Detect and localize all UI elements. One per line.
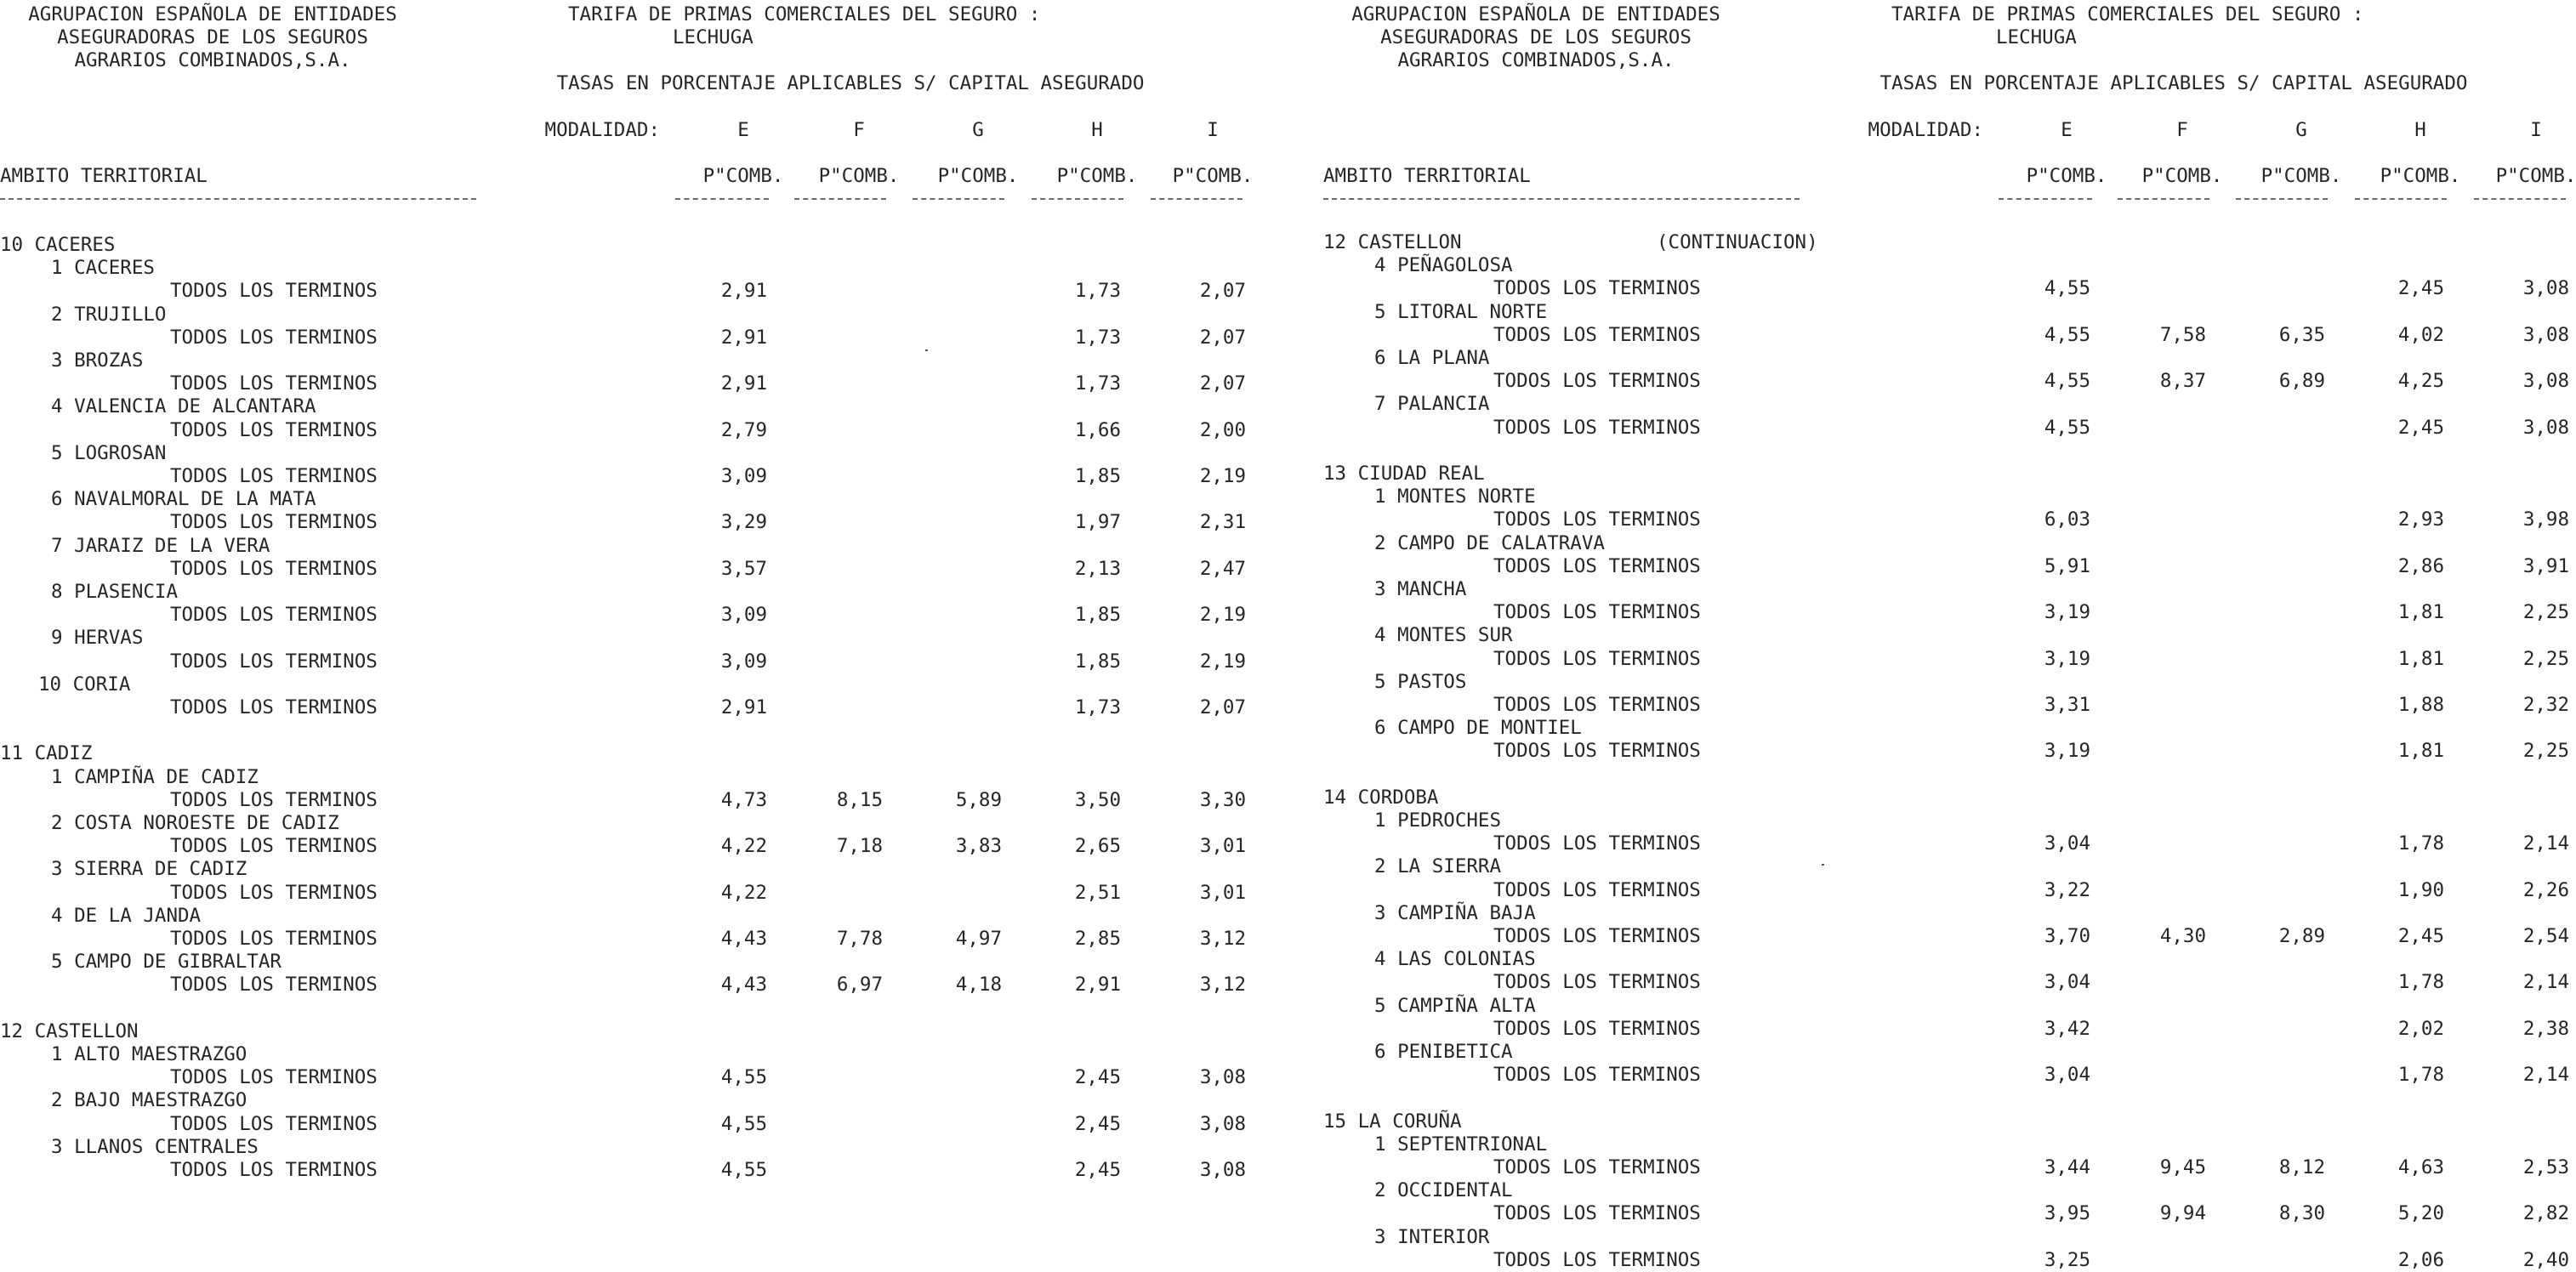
- area-name: 8 PLASENCIA: [51, 581, 179, 603]
- modality-code: I: [1207, 119, 1219, 141]
- modality-code: G: [972, 119, 984, 141]
- area-name: 5 LOGROSAN: [51, 441, 167, 464]
- premium-rate-value: 2,45: [2397, 277, 2444, 300]
- premium-rate-value: 2,06: [2397, 1248, 2444, 1271]
- premium-rate-value: 3,70: [2044, 925, 2090, 947]
- premium-rate-value: 4,63: [2397, 1156, 2444, 1178]
- premium-rate-value: 6,03: [2044, 508, 2090, 531]
- premium-rate-value: 9,45: [2159, 1156, 2206, 1178]
- premium-rate-value: 2,91: [1074, 974, 1121, 997]
- premium-rate-value: 4,43: [720, 974, 767, 997]
- premium-rate-value: 3,04: [2044, 1064, 2090, 1087]
- premium-rate-value: 1,90: [2397, 878, 2444, 901]
- premium-rate-value: 2,85: [1074, 928, 1121, 950]
- premium-rate-value: 4,55: [2044, 323, 2090, 346]
- premium-rate-value: 3,30: [1199, 788, 1246, 811]
- area-name: 5 PASTOS: [1374, 670, 1467, 693]
- premium-rate-value: 1,78: [2397, 1064, 2444, 1087]
- area-name: 5 CAMPIÑA ALTA: [1374, 994, 1536, 1017]
- premium-rate-value: 3,42: [2044, 1017, 2090, 1040]
- premium-rate-value: 2,13: [1074, 557, 1121, 580]
- crop-name: LECHUGA: [1996, 26, 2077, 48]
- premium-rate-value: 1,97: [1074, 511, 1121, 534]
- premium-rate-value: 7,78: [836, 928, 883, 950]
- premium-rate-value: 2,53: [2522, 1156, 2569, 1178]
- issuer-name-line: AGRUPACION ESPAÑOLA DE ENTIDADES: [1351, 3, 1720, 26]
- premium-rate-value: 2,19: [1199, 650, 1246, 673]
- terms-label: TODOS LOS TERMINOS: [1493, 694, 1701, 716]
- province-name: 13 CIUDAD REAL: [1323, 463, 1485, 485]
- province-name: 15 LA CORUÑA: [1323, 1110, 1462, 1133]
- premium-column-header: P"COMB.: [1056, 165, 1138, 187]
- terms-label: TODOS LOS TERMINOS: [1493, 1202, 1701, 1225]
- premium-rate-value: 6,97: [836, 974, 883, 997]
- premium-rate-value: 1,73: [1074, 326, 1121, 349]
- terms-label: TODOS LOS TERMINOS: [170, 280, 378, 303]
- terms-label: TODOS LOS TERMINOS: [1493, 740, 1701, 763]
- premium-rate-value: 3,19: [2044, 601, 2090, 624]
- premium-rate-value: 3,08: [2522, 370, 2569, 393]
- terms-label: TODOS LOS TERMINOS: [170, 881, 378, 904]
- area-name: 1 PEDROCHES: [1374, 809, 1502, 832]
- area-name: 1 CACERES: [51, 257, 155, 280]
- terms-label: TODOS LOS TERMINOS: [170, 696, 378, 718]
- rates-note: TASAS EN PORCENTAJE APLICABLES S/ CAPITAL ASEGURADO: [556, 72, 1145, 94]
- area-name: 3 BROZAS: [51, 349, 144, 372]
- header-underline: [0, 198, 476, 200]
- area-name: 7 PALANCIA: [1374, 393, 1490, 416]
- premium-rate-value: 2,45: [2397, 416, 2444, 439]
- premium-rate-value: 3,01: [1199, 881, 1246, 904]
- premium-rate-value: 1,85: [1074, 604, 1121, 627]
- premium-rate-value: 2,45: [1074, 1159, 1121, 1181]
- premium-rate-value: 2,89: [2278, 925, 2325, 947]
- terms-label: TODOS LOS TERMINOS: [170, 604, 378, 627]
- premium-rate-value: 3,09: [720, 650, 767, 673]
- area-name: 2 TRUJILLO: [51, 303, 167, 326]
- premium-rate-value: 1,88: [2397, 694, 2444, 716]
- column-underline: [913, 198, 1004, 200]
- premium-column-header: P"COMB.: [2026, 165, 2107, 187]
- premium-rate-value: 2,32: [2522, 694, 2569, 716]
- premium-rate-value: 3,19: [2044, 647, 2090, 670]
- territory-column-header: AMBITO TERRITORIAL: [0, 165, 208, 187]
- premium-rate-value: 2,07: [1199, 372, 1246, 395]
- premium-rate-value: 3,29: [720, 511, 767, 534]
- premium-rate-value: 2,38: [2522, 1017, 2569, 1040]
- premium-rate-value: 1,81: [2397, 740, 2444, 763]
- premium-rate-value: 4,18: [955, 974, 1002, 997]
- premium-rate-value: 2,86: [2397, 554, 2444, 577]
- area-name: 5 LITORAL NORTE: [1374, 300, 1548, 323]
- premium-rate-value: 2,14: [2522, 832, 2569, 855]
- area-name: 4 MONTES SUR: [1374, 624, 1513, 647]
- terms-label: TODOS LOS TERMINOS: [170, 511, 378, 534]
- terms-label: TODOS LOS TERMINOS: [170, 465, 378, 487]
- premium-column-header: P"COMB.: [2495, 165, 2576, 187]
- premium-rate-value: 2,45: [2397, 925, 2444, 947]
- area-name: 1 CAMPIÑA DE CADIZ: [51, 765, 259, 788]
- premium-rate-value: 2,65: [1074, 835, 1121, 858]
- area-name: 4 VALENCIA DE ALCANTARA: [51, 395, 316, 418]
- premium-rate-value: 2,47: [1199, 557, 1246, 580]
- premium-rate-value: 7,18: [836, 835, 883, 858]
- column-underline: [2118, 198, 2209, 200]
- terms-label: TODOS LOS TERMINOS: [170, 1112, 378, 1135]
- area-name: 3 MANCHA: [1374, 578, 1467, 600]
- terms-label: TODOS LOS TERMINOS: [1493, 370, 1701, 393]
- area-name: 4 PEÑAGOLOSA: [1374, 254, 1513, 277]
- premium-rate-value: 4,55: [720, 1066, 767, 1089]
- terms-label: TODOS LOS TERMINOS: [1493, 1248, 1701, 1271]
- premium-column-header: P"COMB.: [2141, 165, 2223, 187]
- premium-rate-value: 1,66: [1074, 418, 1121, 441]
- premium-rate-value: 3,09: [720, 465, 767, 487]
- premium-rate-value: 8,12: [2278, 1156, 2325, 1178]
- area-name: 3 SIERRA DE CADIZ: [51, 858, 247, 881]
- terms-label: TODOS LOS TERMINOS: [170, 418, 378, 441]
- territory-column-header: AMBITO TERRITORIAL: [1323, 165, 1531, 187]
- premium-rate-value: 8,37: [2159, 370, 2206, 393]
- premium-rate-value: 3,98: [2522, 508, 2569, 531]
- premium-rate-value: 4,73: [720, 788, 767, 811]
- premium-rate-value: 1,73: [1074, 696, 1121, 718]
- terms-label: TODOS LOS TERMINOS: [170, 326, 378, 349]
- premium-rate-value: 5,20: [2397, 1202, 2444, 1225]
- premium-rate-value: 4,22: [720, 835, 767, 858]
- issuer-name-line: AGRUPACION ESPAÑOLA DE ENTIDADES: [28, 3, 397, 26]
- premium-column-header: P"COMB.: [937, 165, 1019, 187]
- terms-label: TODOS LOS TERMINOS: [1493, 323, 1701, 346]
- modality-code: G: [2295, 119, 2307, 141]
- premium-rate-value: 2,79: [720, 418, 767, 441]
- premium-rate-value: 3,01: [1199, 835, 1246, 858]
- area-name: 6 LA PLANA: [1374, 347, 1490, 369]
- premium-column-header: P"COMB.: [818, 165, 900, 187]
- premium-rate-value: 4,25: [2397, 370, 2444, 393]
- premium-rate-value: 2,91: [720, 326, 767, 349]
- premium-rate-value: 2,19: [1199, 465, 1246, 487]
- area-name: 3 CAMPIÑA BAJA: [1374, 901, 1536, 924]
- terms-label: TODOS LOS TERMINOS: [170, 557, 378, 580]
- area-name: 3 LLANOS CENTRALES: [51, 1135, 259, 1158]
- modality-label: MODALIDAD:: [544, 119, 660, 141]
- premium-rate-value: 3,04: [2044, 832, 2090, 855]
- terms-label: TODOS LOS TERMINOS: [1493, 832, 1701, 855]
- premium-rate-value: 4,55: [720, 1112, 767, 1135]
- terms-label: TODOS LOS TERMINOS: [170, 835, 378, 858]
- premium-rate-value: 3,44: [2044, 1156, 2090, 1178]
- column-underline: [794, 198, 886, 200]
- premium-rate-value: 5,89: [955, 788, 1002, 811]
- premium-rate-value: 2,54: [2522, 925, 2569, 947]
- premium-rate-value: 2,40: [2522, 1248, 2569, 1271]
- premium-rate-value: 4,55: [720, 1159, 767, 1181]
- terms-label: TODOS LOS TERMINOS: [1493, 1017, 1701, 1040]
- terms-label: TODOS LOS TERMINOS: [1493, 878, 1701, 901]
- premium-rate-value: 1,73: [1074, 280, 1121, 303]
- premium-rate-value: 3,04: [2044, 971, 2090, 994]
- premium-rate-value: 6,89: [2278, 370, 2325, 393]
- premium-rate-value: 1,73: [1074, 372, 1121, 395]
- issuer-name-line: ASEGURADORAS DE LOS SEGUROS: [1380, 26, 1692, 48]
- premium-rate-value: 4,30: [2159, 925, 2206, 947]
- issuer-name-line: ASEGURADORAS DE LOS SEGUROS: [57, 26, 368, 48]
- premium-column-header: P"COMB.: [702, 165, 784, 187]
- premium-rate-value: 2,31: [1199, 511, 1246, 534]
- premium-rate-value: 4,55: [2044, 416, 2090, 439]
- premium-rate-value: 2,19: [1199, 604, 1246, 627]
- premium-rate-value: 3,25: [2044, 1248, 2090, 1271]
- premium-rate-value: 3,12: [1199, 928, 1246, 950]
- premium-rate-value: 2,00: [1199, 418, 1246, 441]
- header-underline: [1323, 198, 1800, 200]
- province-name: 14 CORDOBA: [1323, 786, 1439, 809]
- crop-name: LECHUGA: [673, 26, 753, 48]
- modality-code: E: [737, 119, 749, 141]
- column-underline: [2474, 198, 2566, 200]
- premium-rate-value: 1,81: [2397, 601, 2444, 624]
- premium-rate-value: 4,55: [2044, 370, 2090, 393]
- issuer-name-line: AGRARIOS COMBINADOS,S.A.: [74, 49, 351, 71]
- premium-rate-value: 4,97: [955, 928, 1002, 950]
- premium-rate-value: 2,45: [1074, 1112, 1121, 1135]
- premium-rate-value: 3,83: [955, 835, 1002, 858]
- area-name: 6 NAVALMORAL DE LA MATA: [51, 488, 316, 511]
- terms-label: TODOS LOS TERMINOS: [1493, 601, 1701, 624]
- premium-rate-value: 3,91: [2522, 554, 2569, 577]
- terms-label: TODOS LOS TERMINOS: [170, 1159, 378, 1181]
- premium-rate-value: 2,14: [2522, 971, 2569, 994]
- province-name: 10 CACERES: [0, 234, 116, 256]
- premium-column-header: P"COMB.: [2380, 165, 2461, 187]
- terms-label: TODOS LOS TERMINOS: [170, 372, 378, 395]
- area-name: 10 CORIA: [38, 673, 131, 696]
- province-name: 11 CADIZ: [0, 742, 93, 765]
- area-name: 6 CAMPO DE MONTIEL: [1374, 717, 1582, 740]
- province-name: 12 CASTELLON: [0, 1019, 139, 1042]
- terms-label: TODOS LOS TERMINOS: [1493, 1064, 1701, 1087]
- column-underline: [1151, 198, 1243, 200]
- premium-rate-value: 4,22: [720, 881, 767, 904]
- area-name: 2 BAJO MAESTRAZGO: [51, 1089, 247, 1112]
- premium-rate-value: 2,91: [720, 280, 767, 303]
- premium-rate-value: 1,78: [2397, 832, 2444, 855]
- area-name: 1 ALTO MAESTRAZGO: [51, 1043, 247, 1065]
- area-name: 2 COSTA NOROESTE DE CADIZ: [51, 812, 339, 834]
- terms-label: TODOS LOS TERMINOS: [1493, 554, 1701, 577]
- premium-rate-value: 2,25: [2522, 647, 2569, 670]
- premium-rate-value: 2,02: [2397, 1017, 2444, 1040]
- area-name: 2 OCCIDENTAL: [1374, 1179, 1513, 1202]
- column-underline: [1032, 198, 1123, 200]
- terms-label: TODOS LOS TERMINOS: [1493, 277, 1701, 300]
- premium-rate-value: 2,07: [1199, 696, 1246, 718]
- premium-rate-value: 3,95: [2044, 1202, 2090, 1225]
- premium-rate-value: 3,09: [720, 604, 767, 627]
- premium-rate-value: 1,85: [1074, 465, 1121, 487]
- premium-rate-value: 3,08: [1199, 1159, 1246, 1181]
- premium-rate-value: 2,51: [1074, 881, 1121, 904]
- premium-rate-value: 4,02: [2397, 323, 2444, 346]
- premium-rate-value: 3,22: [2044, 878, 2090, 901]
- premium-rate-value: 7,58: [2159, 323, 2206, 346]
- area-name: 1 SEPTENTRIONAL: [1374, 1133, 1548, 1156]
- premium-rate-value: 1,81: [2397, 647, 2444, 670]
- premium-rate-value: 2,45: [1074, 1066, 1121, 1089]
- terms-label: TODOS LOS TERMINOS: [170, 974, 378, 997]
- premium-rate-value: 3,08: [2522, 416, 2569, 439]
- modality-code: I: [2530, 119, 2542, 141]
- terms-label: TODOS LOS TERMINOS: [1493, 416, 1701, 439]
- premium-rate-value: 4,43: [720, 928, 767, 950]
- terms-label: TODOS LOS TERMINOS: [1493, 1156, 1701, 1178]
- premium-rate-value: 2,07: [1199, 326, 1246, 349]
- area-name: 9 HERVAS: [51, 627, 144, 650]
- premium-rate-value: 3,08: [1199, 1066, 1246, 1089]
- column-underline: [675, 198, 769, 200]
- area-name: 4 LAS COLONIAS: [1374, 948, 1536, 971]
- column-underline: [1999, 198, 2092, 200]
- area-name: 6 PENIBETICA: [1374, 1041, 1513, 1063]
- tariff-title: TARIFA DE PRIMAS COMERCIALES DEL SEGURO :: [1891, 3, 2364, 26]
- premium-rate-value: 3,57: [720, 557, 767, 580]
- terms-label: TODOS LOS TERMINOS: [170, 1066, 378, 1089]
- premium-rate-value: 6,35: [2278, 323, 2325, 346]
- area-name: 3 INTERIOR: [1374, 1225, 1490, 1248]
- premium-rate-value: 4,55: [2044, 277, 2090, 300]
- terms-label: TODOS LOS TERMINOS: [1493, 508, 1701, 531]
- scan-speck: [925, 349, 928, 351]
- premium-column-header: P"COMB.: [2260, 165, 2342, 187]
- premium-rate-value: 1,78: [2397, 971, 2444, 994]
- premium-rate-value: 2,91: [720, 696, 767, 718]
- column-underline: [2355, 198, 2447, 200]
- premium-column-header: P"COMB.: [1172, 165, 1254, 187]
- premium-rate-value: 2,26: [2522, 878, 2569, 901]
- terms-label: TODOS LOS TERMINOS: [170, 928, 378, 950]
- issuer-name-line: AGRARIOS COMBINADOS,S.A.: [1397, 49, 1675, 71]
- modality-code: E: [2061, 119, 2073, 141]
- premium-rate-value: 2,82: [2522, 1202, 2569, 1225]
- premium-rate-value: 3,08: [2522, 323, 2569, 346]
- premium-rate-value: 2,91: [720, 372, 767, 395]
- terms-label: TODOS LOS TERMINOS: [1493, 971, 1701, 994]
- continuation-note: (CONTINUACION): [1657, 231, 1818, 253]
- terms-label: TODOS LOS TERMINOS: [1493, 647, 1701, 670]
- modality-code: H: [2414, 119, 2426, 141]
- premium-rate-value: 5,91: [2044, 554, 2090, 577]
- premium-rate-value: 3,31: [2044, 694, 2090, 716]
- area-name: 1 MONTES NORTE: [1374, 486, 1536, 508]
- premium-rate-value: 3,12: [1199, 974, 1246, 997]
- premium-rate-value: 8,30: [2278, 1202, 2325, 1225]
- premium-rate-value: 3,19: [2044, 740, 2090, 763]
- premium-rate-value: 1,85: [1074, 650, 1121, 673]
- modality-code: H: [1091, 119, 1103, 141]
- premium-rate-value: 3,50: [1074, 788, 1121, 811]
- premium-rate-value: 3,08: [1199, 1112, 1246, 1135]
- area-name: 4 DE LA JANDA: [51, 904, 202, 927]
- premium-rate-value: 3,08: [2522, 277, 2569, 300]
- premium-rate-value: 2,14: [2522, 1064, 2569, 1087]
- premium-rate-value: 2,93: [2397, 508, 2444, 531]
- premium-rate-value: 2,07: [1199, 280, 1246, 303]
- premium-rate-value: 2,25: [2522, 601, 2569, 624]
- terms-label: TODOS LOS TERMINOS: [170, 788, 378, 811]
- modality-label: MODALIDAD:: [1868, 119, 1983, 141]
- column-underline: [2236, 198, 2328, 200]
- tariff-title: TARIFA DE PRIMAS COMERCIALES DEL SEGURO :: [568, 3, 1041, 26]
- rates-note: TASAS EN PORCENTAJE APLICABLES S/ CAPITAL ASEGURADO: [1879, 72, 2468, 94]
- province-name: 12 CASTELLON: [1323, 231, 1462, 253]
- area-name: 2 LA SIERRA: [1374, 855, 1502, 878]
- area-name: 5 CAMPO DE GIBRALTAR: [51, 951, 281, 974]
- area-name: 2 CAMPO DE CALATRAVA: [1374, 531, 1605, 554]
- terms-label: TODOS LOS TERMINOS: [170, 650, 378, 673]
- modality-code: F: [2176, 119, 2188, 141]
- modality-code: F: [853, 119, 865, 141]
- scan-speck: [1822, 864, 1824, 866]
- area-name: 7 JARAIZ DE LA VERA: [51, 534, 270, 557]
- premium-rate-value: 9,94: [2159, 1202, 2206, 1225]
- terms-label: TODOS LOS TERMINOS: [1493, 925, 1701, 947]
- premium-rate-value: 2,25: [2522, 740, 2569, 763]
- premium-rate-value: 8,15: [836, 788, 883, 811]
